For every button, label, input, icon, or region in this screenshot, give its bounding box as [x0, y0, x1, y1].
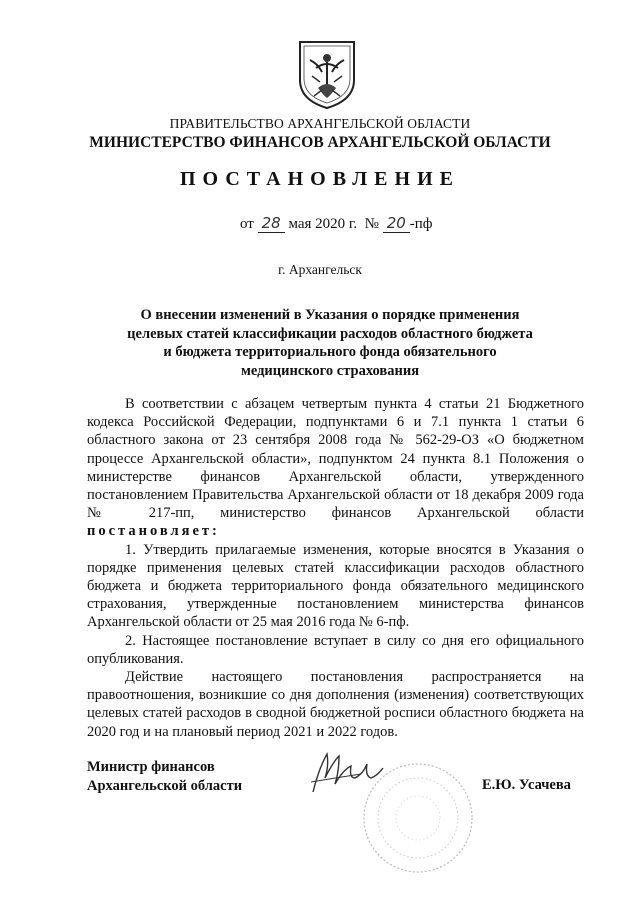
signatory-name: Е.Ю. Усачева	[482, 777, 571, 793]
position-line-1: Министр финансов	[87, 759, 215, 775]
date-prefix: от	[240, 216, 254, 232]
title-line: и бюджета территориального фонда обязательного	[163, 344, 497, 360]
item-2-paragraph: 2. Настоящее постановление вступает в силу со дня его официального опубликования.	[87, 632, 584, 667]
item-1-paragraph: 1. Утвердить прилагаемые изменения, которые вносятся в Указания о порядке применения целевых статей классификации расходов областного бюджета и бюджета территориального фонда обязательного медицинского страхования, утвержденные постановлением министерства финансов Архангельской области от 25 мая 2016 года № 6-пф.	[87, 541, 584, 631]
title-line: О внесении изменений в Указания о порядке применения	[140, 307, 520, 323]
number-suffix: -пф	[409, 216, 433, 232]
document-type: ПОСТАНОВЛЕНИЕ	[180, 168, 460, 190]
item-3-paragraph: Действие настоящего постановления распространяется на правоотношения, возникшие со дня дополнения (изменения) соответствующих целевых статей расходов в сводной бюджетной росписи областного бюджета на 2020 год и на плановый период 2021 и 2022 годов.	[87, 669, 584, 740]
number-label: №	[364, 216, 379, 232]
title-line: медицинского страхования	[240, 362, 420, 379]
document-number: 20	[383, 214, 410, 233]
coat-of-arms-icon	[296, 38, 358, 110]
date-month-year: мая 2020 г.	[288, 216, 358, 232]
date-number-line	[240, 214, 433, 233]
title-line: целевых статей классификации расходов областного бюджета	[127, 325, 533, 342]
signatory-position	[87, 758, 242, 796]
government-header: ПРАВИТЕЛЬСТВО АРХАНГЕЛЬСКОЙ ОБЛАСТИ	[169, 116, 471, 131]
document-body	[87, 395, 584, 741]
official-seal-stamp	[358, 758, 478, 878]
document-title	[120, 306, 540, 380]
preamble-text: В соответствии с абзацем четвертым пункта 4 статьи 21 Бюджетного кодекса Российской Федерации, подпунктами 6 и 7.1 пункта 1 статьи 6 областного закона от 23 сентября 2008 года № 562-29-ОЗ «О бюджетном процессе Архангельской области», подпунктом 24 пункта 8.1 Положения о министерстве финансов Архангельской области, утвержденного постановлением Правительства Архангельской области от 18 декабря 2009 года № 217-пп, министерство финансов Архангельской области	[87, 396, 584, 522]
position-line-2: Архангельской области	[87, 778, 243, 794]
city: г. Архангельск	[278, 262, 362, 277]
resolves-word: постановляет:	[87, 523, 220, 540]
ministry-header: МИНИСТЕРСТВО ФИНАНСОВ АРХАНГЕЛЬСКОЙ ОБЛАСТИ	[89, 134, 551, 151]
preamble-paragraph	[87, 395, 584, 541]
date-day: 28	[258, 214, 285, 233]
